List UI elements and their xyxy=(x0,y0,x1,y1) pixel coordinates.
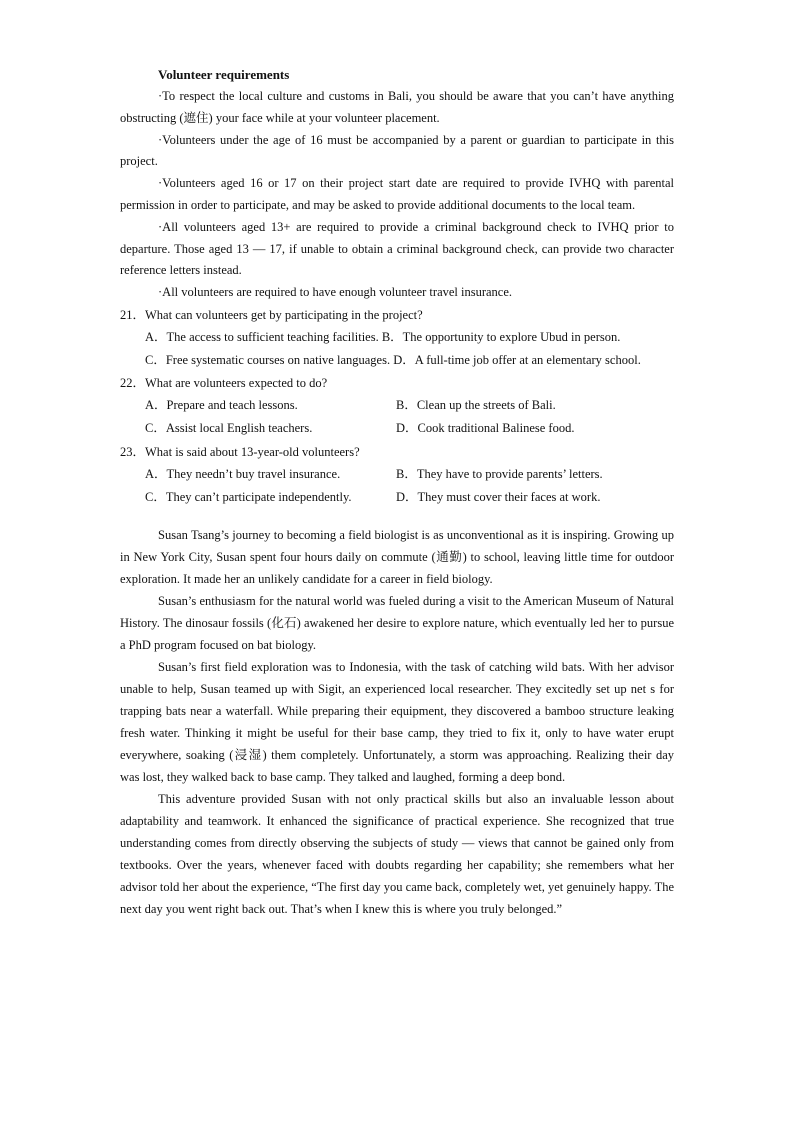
option-a: A．Prepare and teach lessons. xyxy=(145,397,298,412)
option-c: C．Assist local English teachers. xyxy=(145,421,313,436)
option-b: B．They have to provide parents’ letters. xyxy=(396,466,603,481)
section-title: Volunteer requirements xyxy=(158,67,290,82)
question-stem: 21．What can volunteers get by participating in the project? xyxy=(120,307,423,322)
passage-paragraph: Susan Tsang’s journey to becoming a field biologist is as unconventional as it is inspiring. Growing up in New York City, Susan spent four hours daily on commute (通勤) to school, leaving little time for outdoor exploration. It made her an unlikely candidate for a career in field biology. xyxy=(120,527,674,586)
question-options xyxy=(145,463,674,510)
question-stem: 23．What is said about 13-year-old volunteers? xyxy=(120,444,360,459)
requirement-item: ·Volunteers aged 16 or 17 on their project start date are required to provide IVHQ with parental permission in order to participate, and may be asked to provide additional documents to the local team. xyxy=(120,176,674,212)
option-row xyxy=(145,394,674,418)
question-stem: 22．What are volunteers expected to do? xyxy=(120,375,328,390)
requirement-item: ·All volunteers aged 13+ are required to provide a criminal background check to IVHQ prior to departure. Those aged 13 — 17, if unable to obtain a criminal background check, can provide two character reference letters instead. xyxy=(120,219,674,278)
document-page xyxy=(120,64,674,920)
option-b: B．Clean up the streets of Bali. xyxy=(396,397,556,412)
spacer xyxy=(120,510,674,524)
passage-paragraph: Susan’s first field exploration was to Indonesia, with the task of catching wild bats. With her advisor unable to help, Susan teamed up with Sigit, an experienced local researcher. They excitedly set up net s for trapping bats near a waterfall. While preparing their equipment, they discovered a bamboo structure leaking fresh water. Thinking it might be useful for their base camp, they tried to fix it, only to have water erupt everywhere, soaking (浸湿) them completely. Unfortunately, a storm was approaching. Realizing their day was lost, they walked back to base camp. They talked and laughed, forming a deep bond. xyxy=(120,659,674,784)
option-d: D．They must cover their faces at work. xyxy=(396,490,601,505)
requirement-item: ·All volunteers are required to have enough volunteer travel insurance. xyxy=(158,285,513,300)
option-row xyxy=(145,417,674,441)
question-options xyxy=(145,326,674,372)
passage-paragraph: This adventure provided Susan with not only practical skills but also an invaluable lesson about adaptability and teamwork. It enhanced the significance of practical experience. She recognized that true understanding comes from directly observing the subjects of study — views that cannot be gained only from textbooks. Over the years, whenever faced with doubts regarding her capability; she remembers what her advisor told her about the experience, “The first day you came back, completely wet, yet genuinely happy. The next day you went right back out. That’s when I knew this is where you truly belonged.” xyxy=(120,791,674,916)
option-line: A．The access to sufficient teaching facilities. B．The opportunity to explore Ubud in person. xyxy=(145,329,621,344)
option-a: A．They needn’t buy travel insurance. xyxy=(145,466,341,481)
option-row xyxy=(145,486,674,510)
requirement-item: ·Volunteers under the age of 16 must be accompanied by a parent or guardian to participate in this project. xyxy=(120,132,674,169)
passage-paragraph: Susan’s enthusiasm for the natural world was fueled during a visit to the American Museum of Natural History. The dinosaur fossils (化石) awakened her desire to explore nature, which eventually led her to pursue a PhD program focused on bat biology. xyxy=(120,593,674,652)
option-line: C．Free systematic courses on native languages. D．A full-time job offer at an elementary school. xyxy=(145,352,641,367)
option-row xyxy=(145,463,674,487)
question-options xyxy=(145,394,674,441)
requirement-item: ·To respect the local culture and customs in Bali, you should be aware that you can’t have anything obstructing (遮住) your face while at your volunteer placement. xyxy=(120,89,674,125)
reading-passage xyxy=(120,524,674,920)
option-d: D．Cook traditional Balinese food. xyxy=(396,421,575,436)
option-c: C．They can’t participate independently. xyxy=(145,490,352,505)
